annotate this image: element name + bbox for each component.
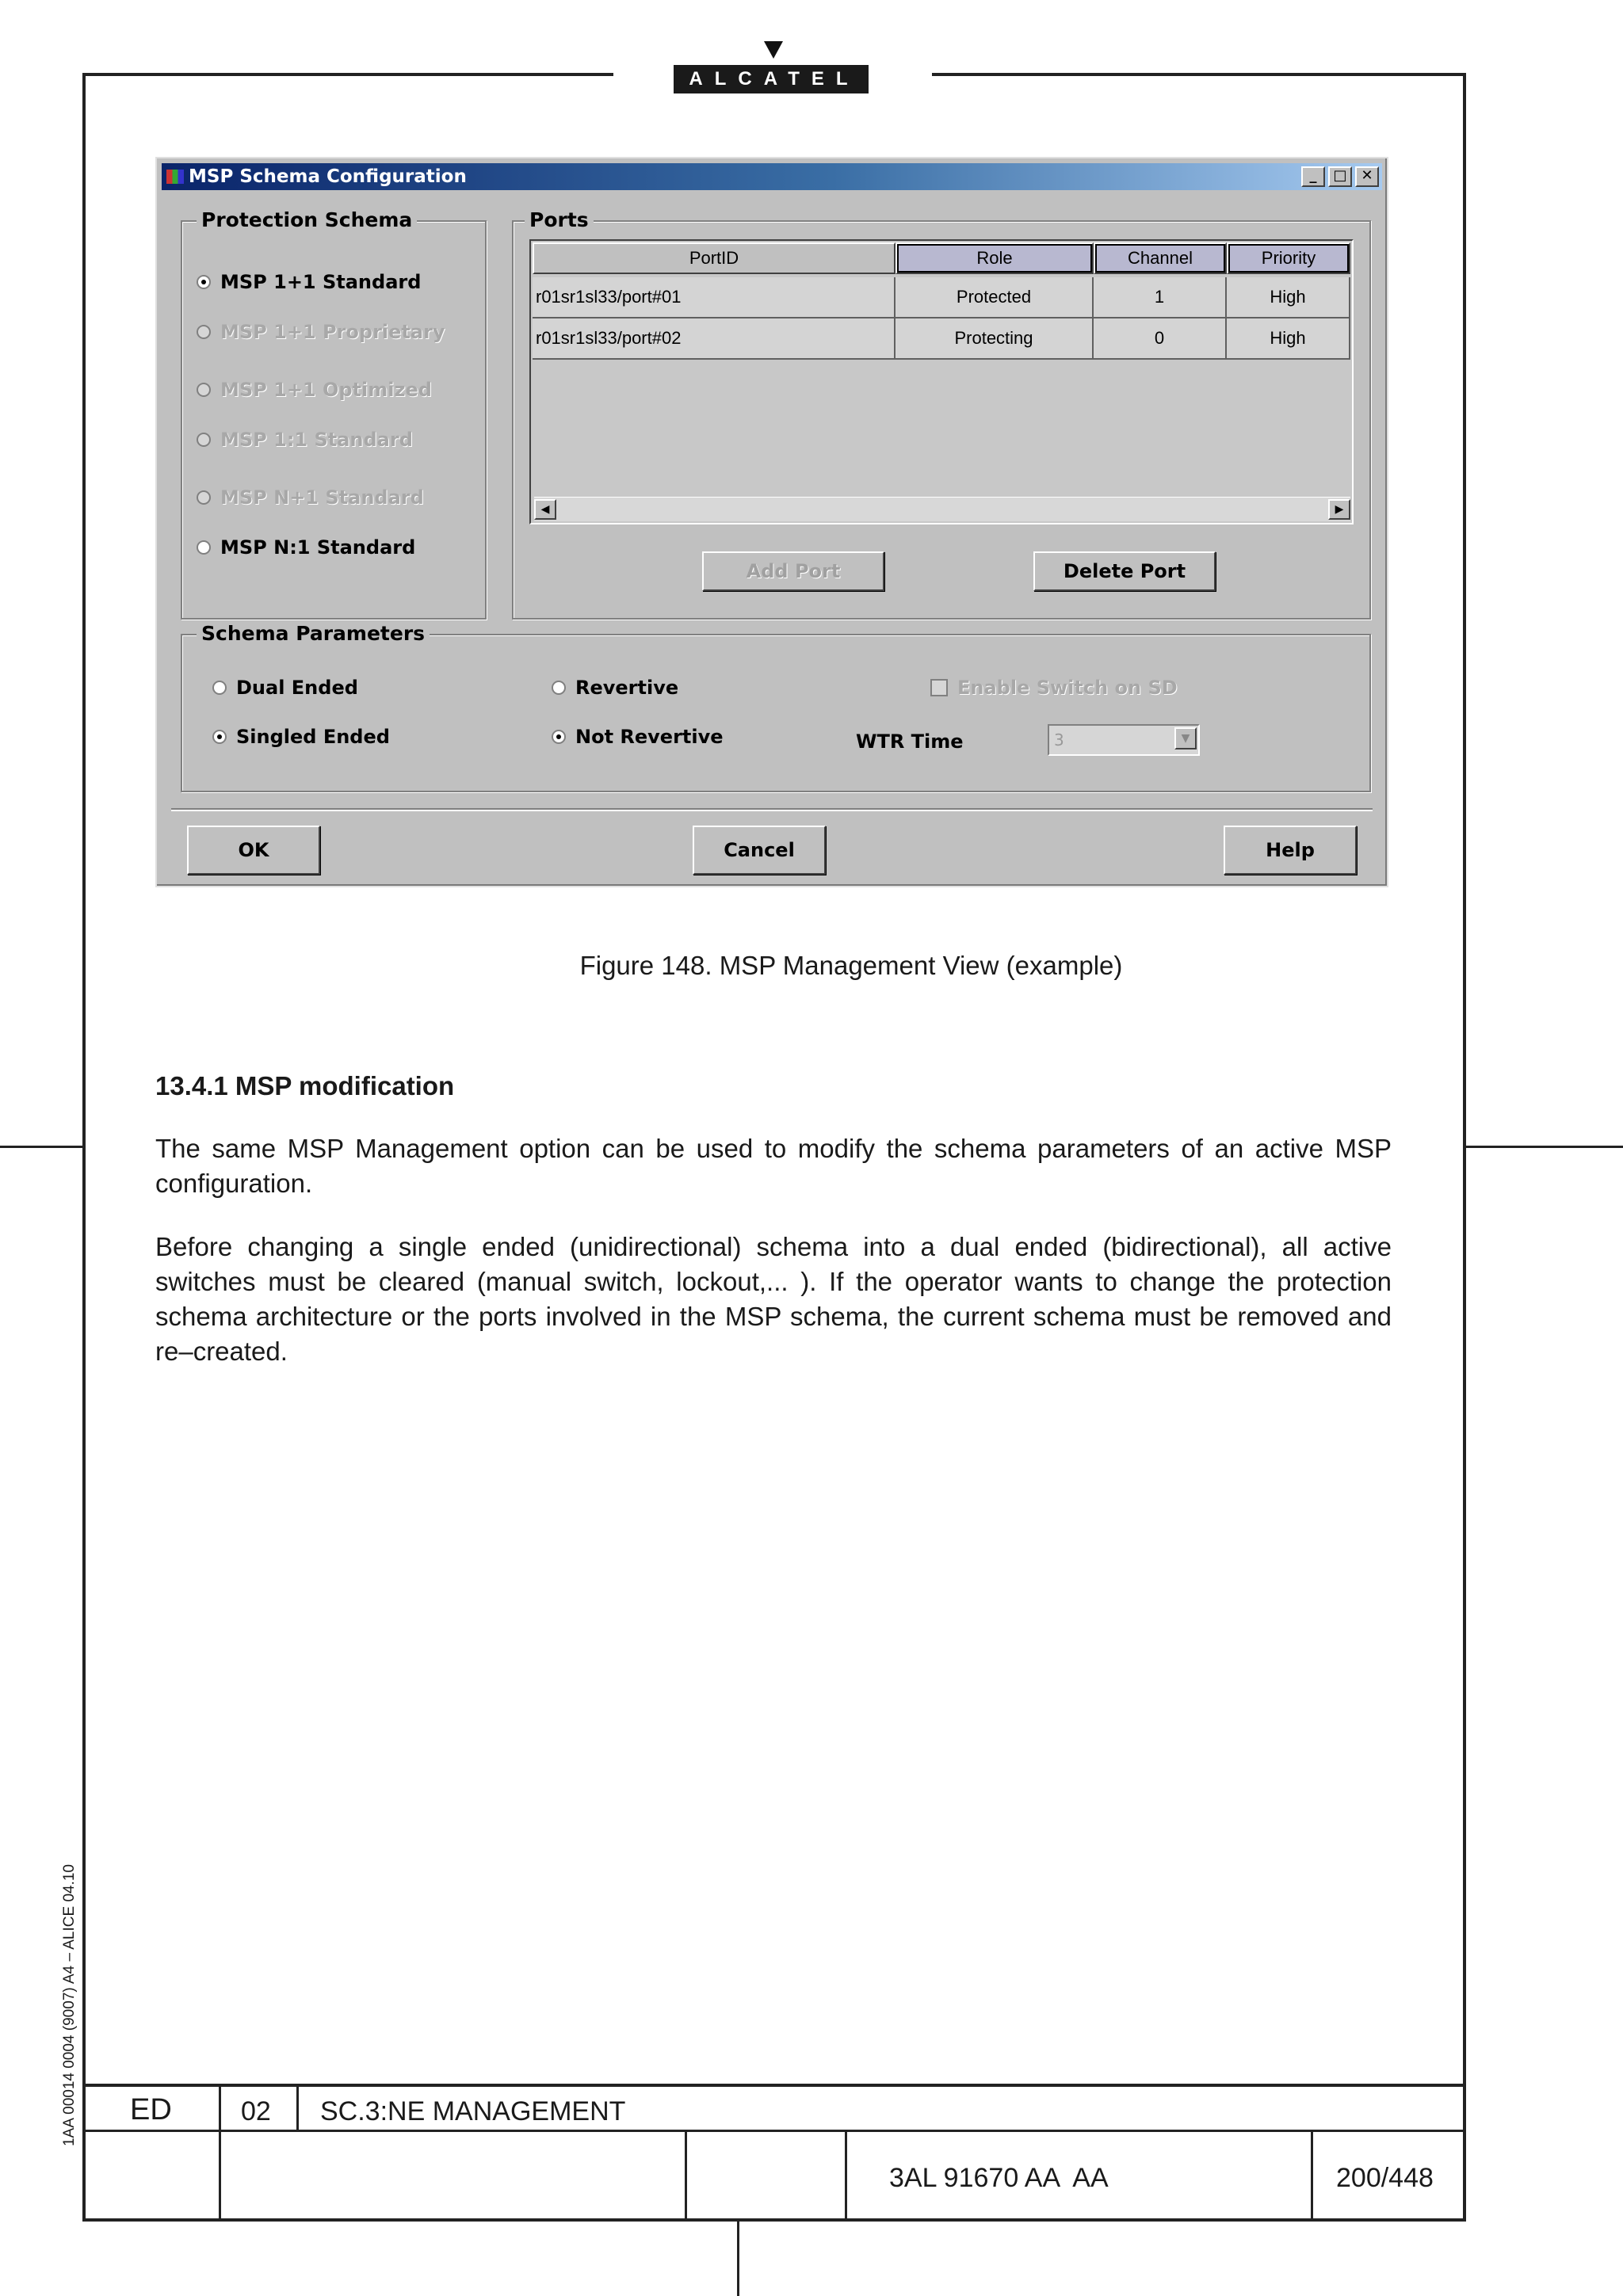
radio-dot (552, 681, 566, 695)
enable-switch-on-sd-checkbox[interactable] (930, 677, 1178, 699)
alcatel-logo: ALCATEL (674, 65, 869, 93)
footer-ed-value: 02 (241, 2096, 271, 2126)
radio-label: Dual Ended (236, 677, 358, 699)
col-header-channel[interactable]: Channel (1094, 242, 1227, 274)
protection-schema-title: Protection Schema (197, 208, 417, 231)
radio-label: MSP N:1 Standard (220, 536, 416, 559)
footer-section: SC.3:NE MANAGEMENT (320, 2096, 626, 2126)
section-heading: 13.4.1 MSP modification (155, 1071, 455, 1100)
horizontal-scrollbar[interactable] (534, 497, 1350, 521)
radio-msp-1plus1-optimized[interactable] (197, 379, 432, 401)
footer-divider-4 (845, 2130, 847, 2222)
col-header-portid[interactable]: PortID (533, 242, 896, 274)
radio-dot (552, 730, 566, 744)
table-cell-channel[interactable]: 0 (1094, 318, 1227, 360)
ok-button[interactable]: OK (187, 826, 320, 875)
wtr-time-label: WTR Time (856, 730, 964, 753)
table-cell-portid[interactable]: r01sr1sl33/port#01 (533, 277, 896, 318)
footer-ed-label: ED (130, 2093, 172, 2126)
radio-label: Not Revertive (575, 726, 724, 748)
help-button[interactable]: Help (1224, 826, 1357, 875)
radio-dot (212, 681, 227, 695)
footer-divider-1 (219, 2084, 221, 2222)
margin-mark-right (1466, 1146, 1623, 1148)
radio-label: MSP 1+1 Optimized (220, 379, 432, 401)
radio-label: MSP 1+1 Proprietary (220, 321, 445, 343)
radio-dual-ended[interactable] (212, 677, 358, 699)
footer-doc-code: 3AL 91670 AA AA (889, 2163, 1109, 2193)
table-cell-role[interactable]: Protecting (896, 318, 1094, 360)
figure-caption: Figure 148. MSP Management View (example) (579, 951, 1123, 980)
col-header-priority[interactable]: Priority (1227, 242, 1350, 274)
radio-revertive[interactable] (552, 677, 678, 699)
radio-label: MSP 1+1 Standard (220, 271, 422, 293)
footer-divider-3 (685, 2130, 687, 2222)
frame-left (82, 73, 86, 2222)
add-port-button[interactable]: Add Port (702, 551, 884, 591)
margin-mark-left (0, 1146, 82, 1148)
ports-title: Ports (525, 208, 594, 231)
radio-dot (197, 383, 211, 397)
title-bar[interactable] (162, 163, 1382, 190)
radio-dot (197, 490, 211, 505)
table-cell-channel[interactable]: 1 (1094, 277, 1227, 318)
close-button[interactable]: ✕ (1355, 166, 1379, 187)
ports-table (529, 239, 1354, 524)
scroll-right-icon[interactable]: ▶ (1328, 499, 1350, 520)
radio-msp-1to1-standard[interactable] (197, 429, 413, 451)
footer-bottom-line (82, 2218, 1466, 2222)
checkbox-label: Enable Switch on SD (957, 677, 1178, 699)
protection-schema-group (181, 208, 487, 620)
radio-msp-1plus1-proprietary[interactable] (197, 321, 445, 343)
paragraph-1: The same MSP Management option can be used to modify the schema parameters of an active MSP configuration. (155, 1134, 1392, 1198)
table-cell-priority[interactable]: High (1227, 277, 1350, 318)
checkbox-box (930, 679, 948, 696)
dialog-title: MSP Schema Configuration (189, 166, 467, 187)
maximize-button[interactable]: □ (1328, 166, 1352, 187)
schema-parameters-group (181, 622, 1371, 792)
radio-label: MSP N+1 Standard (220, 486, 424, 509)
scroll-left-icon[interactable]: ◀ (534, 499, 556, 520)
table-cell-role[interactable]: Protected (896, 277, 1094, 318)
wtr-time-select[interactable] (1048, 724, 1200, 756)
footer-top-line (82, 2084, 1466, 2087)
radio-msp-nplus1-standard[interactable] (197, 486, 424, 509)
radio-msp-nto1-standard[interactable] (197, 536, 415, 559)
radio-singled-ended[interactable] (212, 726, 390, 748)
logo-triangle-icon (764, 41, 783, 59)
col-header-role[interactable]: Role (896, 242, 1094, 274)
radio-label: MSP 1:1 Standard (220, 429, 413, 451)
radio-label: Singled Ended (236, 726, 390, 748)
radio-not-revertive[interactable] (552, 726, 724, 748)
chevron-down-icon[interactable]: ▼ (1174, 727, 1197, 749)
footer-divider-5 (1311, 2130, 1313, 2222)
table-cell-portid[interactable]: r01sr1sl33/port#02 (533, 318, 896, 360)
radio-dot (197, 325, 211, 339)
radio-dot (197, 433, 211, 447)
delete-port-button[interactable]: Delete Port (1033, 551, 1216, 591)
footer-page-number: 200/448 (1336, 2163, 1434, 2193)
frame-top-right (932, 73, 1466, 76)
paragraph-2: Before changing a single ended (unidirectional) schema into a dual ended (bidirectional), all active switches must be cleared (manual switch, lockout,... ). If the operator wants to change the protection schema architecture or the ports involved in the MSP schema, the current schema must be removed and re–created. (155, 1232, 1392, 1366)
wtr-time-value: 3 (1054, 730, 1064, 749)
radio-msp-1plus1-standard[interactable] (197, 271, 421, 293)
minimize-button[interactable]: _ (1301, 166, 1325, 187)
frame-top-left (82, 73, 613, 76)
app-icon (166, 170, 184, 184)
side-document-code: 1AA 00014 0004 (9007) A4 – ALICE 04.10 (61, 1864, 78, 2147)
schema-parameters-title: Schema Parameters (197, 622, 430, 645)
footer-stem-line (737, 2222, 739, 2296)
table-cell-priority[interactable]: High (1227, 318, 1350, 360)
radio-label: Revertive (575, 677, 679, 699)
msp-schema-dialog (155, 157, 1388, 887)
dialog-separator (171, 808, 1373, 811)
footer-mid-line (82, 2130, 1466, 2132)
radio-dot (197, 275, 211, 289)
footer-divider-2 (296, 2084, 299, 2131)
radio-dot (197, 540, 211, 555)
radio-dot (212, 730, 227, 744)
cancel-button[interactable]: Cancel (693, 826, 826, 875)
